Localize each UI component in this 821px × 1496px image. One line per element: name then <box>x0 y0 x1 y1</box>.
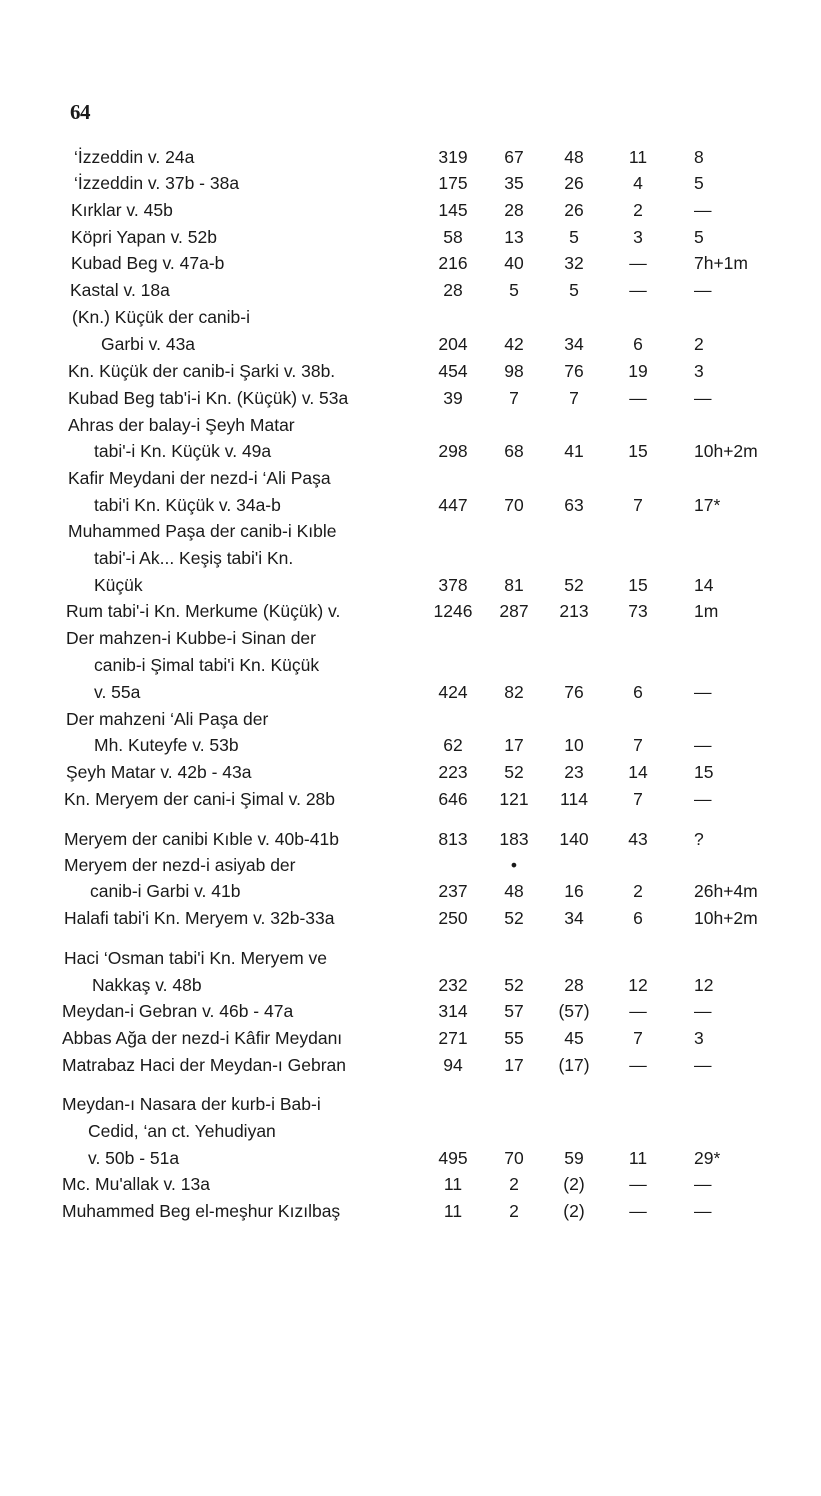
row-label: Matrabaz Haci der Meydan-ı Gebran <box>62 1055 347 1075</box>
row-label: Köpri Yapan v. 52b <box>71 227 217 247</box>
cell-col-1: 424 <box>438 682 468 702</box>
cell-col-5: — <box>694 682 712 702</box>
cell-col-4: — <box>629 1201 647 1221</box>
cell-col-3: (17) <box>558 1055 590 1075</box>
cell-col-3: 76 <box>564 682 584 702</box>
cell-col-4: 3 <box>633 227 643 247</box>
row-label: Halafi tabi'i Kn. Meryem v. 32b-33a <box>64 908 335 928</box>
row-label: Garbi v. 43a <box>101 334 196 354</box>
cell-col-3: (57) <box>558 1001 590 1021</box>
cell-col-3: (2) <box>563 1201 585 1221</box>
table-row <box>0 412 821 438</box>
table-row <box>0 144 821 170</box>
cell-col-3: 213 <box>559 601 589 621</box>
table-row <box>0 786 821 812</box>
row-label: Haci ‘Osman tabi'i Kn. Meryem ve <box>64 948 328 968</box>
row-label: Meryem der canibi Kıble v. 40b-41b <box>64 829 339 849</box>
cell-col-3: 59 <box>564 1148 584 1168</box>
table-row <box>0 625 821 651</box>
cell-col-3: 63 <box>564 495 584 515</box>
row-label: tabi'-i Kn. Küçük v. 49a <box>94 441 272 461</box>
table-row <box>0 679 821 705</box>
table-row <box>0 465 821 491</box>
cell-col-2: 52 <box>504 975 524 995</box>
table-row <box>0 1118 821 1144</box>
cell-col-5: 29* <box>694 1148 721 1168</box>
row-label: Mc. Mu'allak v. 13a <box>62 1174 210 1194</box>
cell-col-2: 13 <box>504 227 524 247</box>
cell-col-5: 3 <box>694 1028 704 1048</box>
cell-col-2: 7 <box>509 388 519 408</box>
cell-col-4: 7 <box>633 735 643 755</box>
row-label: tabi'-i Ak... Keşiş tabi'i Kn. <box>94 548 294 568</box>
row-label: Meydan-i Gebran v. 46b - 47a <box>62 1001 294 1021</box>
cell-col-4: 15 <box>628 575 648 595</box>
row-label: Mh. Kuteyfe v. 53b <box>94 735 239 755</box>
table-row <box>0 304 821 330</box>
cell-col-5: ? <box>694 829 704 849</box>
cell-col-4: 6 <box>633 908 643 928</box>
cell-col-5: — <box>694 1174 712 1194</box>
cell-col-5: 10h+2m <box>694 441 758 461</box>
cell-col-5: 5 <box>694 173 704 193</box>
row-label: Kubad Beg tab'i-i Kn. (Küçük) v. 53a <box>68 388 349 408</box>
cell-col-2: 98 <box>504 361 524 381</box>
row-label: Küçük <box>94 575 143 595</box>
row-label: Der mahzeni ‘Ali Paşa der <box>66 709 269 729</box>
table-row <box>0 250 821 276</box>
table-row <box>0 438 821 464</box>
cell-col-1: 237 <box>438 881 468 901</box>
cell-col-1: 62 <box>443 735 463 755</box>
table-row <box>0 1091 821 1117</box>
cell-col-5: 14 <box>694 575 714 595</box>
cell-col-5: 1m <box>694 601 719 621</box>
row-label: Meydan-ı Nasara der kurb-i Bab-i <box>62 1094 321 1114</box>
table-row <box>0 197 821 223</box>
cell-col-2: 52 <box>504 762 524 782</box>
table-row <box>0 170 821 196</box>
cell-col-3: 140 <box>559 829 589 849</box>
cell-col-5: 8 <box>694 147 704 167</box>
cell-col-4: 14 <box>628 762 648 782</box>
cell-col-2: 28 <box>504 200 524 220</box>
cell-col-1: 39 <box>443 388 463 408</box>
cell-col-3: 26 <box>564 200 584 220</box>
cell-col-4: 12 <box>628 975 648 995</box>
cell-col-4: — <box>629 388 647 408</box>
cell-col-1: 216 <box>438 253 468 273</box>
cell-col-2: 40 <box>504 253 524 273</box>
cell-col-3: 28 <box>564 975 584 995</box>
table-row <box>0 852 821 878</box>
cell-col-5: 10h+2m <box>694 908 758 928</box>
cell-col-2: 5 <box>509 280 519 300</box>
table-row <box>0 277 821 303</box>
cell-col-5: 7h+1m <box>694 253 748 273</box>
cell-col-4: 7 <box>633 1028 643 1048</box>
cell-col-4: 7 <box>633 495 643 515</box>
cell-col-4: 73 <box>628 601 648 621</box>
row-label: Nakkaş v. 48b <box>92 975 202 995</box>
table-row <box>0 878 821 904</box>
row-label: Kn. Küçük der canib-i Şarki v. 38b. <box>68 361 336 381</box>
cell-col-2: 81 <box>504 575 524 595</box>
table-row <box>0 1145 821 1171</box>
row-label: Ahras der balay-i Şeyh Matar <box>68 415 295 435</box>
cell-col-4: 6 <box>633 334 643 354</box>
row-label: v. 50b - 51a <box>88 1148 180 1168</box>
row-label: (Kn.) Küçük der canib-i <box>72 307 250 327</box>
cell-col-1: 11 <box>443 1174 463 1194</box>
cell-col-4: — <box>629 253 647 273</box>
cell-col-3: 5 <box>569 227 579 247</box>
cell-col-5: 15 <box>694 762 714 782</box>
cell-col-2: 48 <box>504 881 524 901</box>
cell-col-3: 16 <box>564 881 584 901</box>
row-label: v. 55a <box>94 682 141 702</box>
cell-col-4: 7 <box>633 789 643 809</box>
cell-col-2: 55 <box>504 1028 524 1048</box>
cell-col-1: 28 <box>443 280 463 300</box>
table-row <box>0 759 821 785</box>
cell-col-1: 175 <box>438 173 468 193</box>
row-label: canib-i Şimal tabi'i Kn. Küçük <box>94 655 320 675</box>
cell-col-4: — <box>629 1174 647 1194</box>
cell-col-2: 17 <box>504 1055 524 1075</box>
cell-col-3: 41 <box>564 441 584 461</box>
cell-col-3: 34 <box>564 334 584 354</box>
table-row <box>0 905 821 931</box>
row-label: Kubad Beg v. 47a-b <box>71 253 225 273</box>
cell-col-2: 2 <box>509 1201 519 1221</box>
cell-col-4: 11 <box>628 147 648 167</box>
cell-col-1: 204 <box>438 334 468 354</box>
page-number: 64 <box>70 100 90 124</box>
table-row <box>0 652 821 678</box>
table-row <box>0 1025 821 1051</box>
cell-col-2: 68 <box>504 441 524 461</box>
cell-col-4: — <box>629 1055 647 1075</box>
cell-col-1: 314 <box>438 1001 468 1021</box>
cell-col-1: 813 <box>438 829 468 849</box>
table-row <box>0 598 821 624</box>
cell-col-5: — <box>694 1201 712 1221</box>
cell-col-5: 17* <box>694 495 721 515</box>
cell-col-5: 12 <box>694 975 714 995</box>
cell-col-3: 26 <box>564 173 584 193</box>
cell-col-1: 11 <box>443 1201 463 1221</box>
table-row <box>0 732 821 758</box>
cell-col-2: 2 <box>509 1174 519 1194</box>
cell-col-1: 145 <box>438 200 468 220</box>
cell-col-5: — <box>694 388 712 408</box>
cell-col-4: — <box>629 280 647 300</box>
cell-col-3: 45 <box>564 1028 584 1048</box>
table-row <box>0 972 821 998</box>
cell-col-1: 94 <box>443 1055 463 1075</box>
table-row <box>0 1198 821 1224</box>
cell-col-5: — <box>694 1001 712 1021</box>
cell-col-4: 15 <box>628 441 648 461</box>
cell-col-4: — <box>629 1001 647 1021</box>
cell-col-5: — <box>694 789 712 809</box>
row-label: tabi'i Kn. Küçük v. 34a-b <box>94 495 281 515</box>
cell-col-1: 646 <box>438 789 468 809</box>
cell-col-3: 23 <box>564 762 584 782</box>
table-row <box>0 1052 821 1078</box>
row-label: Muhammed Paşa der canib-i Kıble <box>68 521 337 541</box>
cell-col-5: 5 <box>694 227 704 247</box>
table-row <box>0 945 821 971</box>
row-label: Kırklar v. 45b <box>71 200 173 220</box>
cell-col-2: 287 <box>499 601 529 621</box>
cell-col-1: 250 <box>438 908 468 928</box>
cell-col-3: 5 <box>569 280 579 300</box>
cell-col-3: 34 <box>564 908 584 928</box>
table-row <box>0 331 821 357</box>
cell-col-4: 19 <box>628 361 648 381</box>
cell-col-1: 319 <box>438 147 468 167</box>
cell-col-5: 2 <box>694 334 704 354</box>
row-label: Kafir Meydani der nezd-i ‘Ali Paşa <box>68 468 331 488</box>
table-row <box>0 706 821 732</box>
table-row <box>0 385 821 411</box>
cell-col-1: 378 <box>438 575 468 595</box>
cell-col-2: 17 <box>504 735 524 755</box>
cell-col-3: (2) <box>563 1174 585 1194</box>
cell-col-3: 52 <box>564 575 584 595</box>
table-row <box>0 545 821 571</box>
cell-col-1: 223 <box>438 762 468 782</box>
cell-col-3: 32 <box>564 253 584 273</box>
table-row <box>0 518 821 544</box>
row-label: Der mahzen-i Kubbe-i Sinan der <box>66 628 316 648</box>
row-label: ‘İzzeddin v. 24a <box>74 147 195 167</box>
cell-col-5: — <box>694 735 712 755</box>
cell-col-2: 42 <box>504 334 524 354</box>
cell-col-1: 271 <box>438 1028 468 1048</box>
cell-col-5: — <box>694 1055 712 1075</box>
cell-col-1: 454 <box>438 361 468 381</box>
row-label: canib-i Garbi v. 41b <box>90 881 241 901</box>
cell-col-3: 114 <box>560 789 588 809</box>
cell-col-1: 447 <box>438 495 468 515</box>
cell-col-2: 35 <box>504 173 524 193</box>
cell-col-2: 52 <box>504 908 524 928</box>
cell-col-4: 4 <box>633 173 643 193</box>
cell-col-4: 6 <box>633 682 643 702</box>
row-label: Abbas Ağa der nezd-i Kâfir Meydanı <box>62 1028 343 1048</box>
cell-col-1: 58 <box>443 227 463 247</box>
table-row <box>0 224 821 250</box>
cell-col-4: 2 <box>633 881 643 901</box>
cell-col-2: 70 <box>504 1148 524 1168</box>
cell-col-2: 82 <box>504 682 524 702</box>
table-row <box>0 492 821 518</box>
cell-col-1: 495 <box>438 1148 468 1168</box>
table-row <box>0 358 821 384</box>
cell-col-3: 7 <box>569 388 579 408</box>
row-label: Kn. Meryem der cani-i Şimal v. 28b <box>64 789 336 809</box>
cell-col-5: — <box>694 280 712 300</box>
cell-col-4: 2 <box>633 200 643 220</box>
table-row <box>0 1171 821 1197</box>
row-label: Şeyh Matar v. 42b - 43a <box>66 762 252 782</box>
table-row <box>0 998 821 1024</box>
row-label: Muhammed Beg el-meşhur Kızılbaş <box>62 1201 341 1221</box>
cell-col-3: 48 <box>564 147 584 167</box>
cell-col-1: 298 <box>438 441 468 461</box>
row-label: Cedid, ‘an ct. Yehudiyan <box>88 1121 276 1141</box>
row-label: Kastal v. 18a <box>70 280 170 300</box>
cell-col-2: 57 <box>504 1001 524 1021</box>
cell-col-3: 76 <box>564 361 584 381</box>
row-label: Rum tabi'-i Kn. Merkume (Küçük) v. <box>66 601 341 621</box>
table-row <box>0 572 821 598</box>
row-label: ‘İzzeddin v. 37b - 38a <box>74 173 240 193</box>
row-label: Meryem der nezd-i asiyab der <box>64 855 296 875</box>
cell-col-3: 10 <box>564 735 584 755</box>
cell-col-2: 70 <box>504 495 524 515</box>
table-row <box>0 826 821 852</box>
cell-col-2: 67 <box>504 147 524 167</box>
cell-col-5: 3 <box>694 361 704 381</box>
cell-col-2: 121 <box>499 789 529 809</box>
cell-col-4: 43 <box>628 829 648 849</box>
cell-col-1: 232 <box>438 975 468 995</box>
cell-col-2: • <box>510 855 518 875</box>
cell-col-5: 26h+4m <box>694 881 758 901</box>
cell-col-2: 183 <box>499 829 529 849</box>
cell-col-5: — <box>694 200 712 220</box>
cell-col-4: 11 <box>628 1148 648 1168</box>
cell-col-1: 1246 <box>433 601 473 621</box>
